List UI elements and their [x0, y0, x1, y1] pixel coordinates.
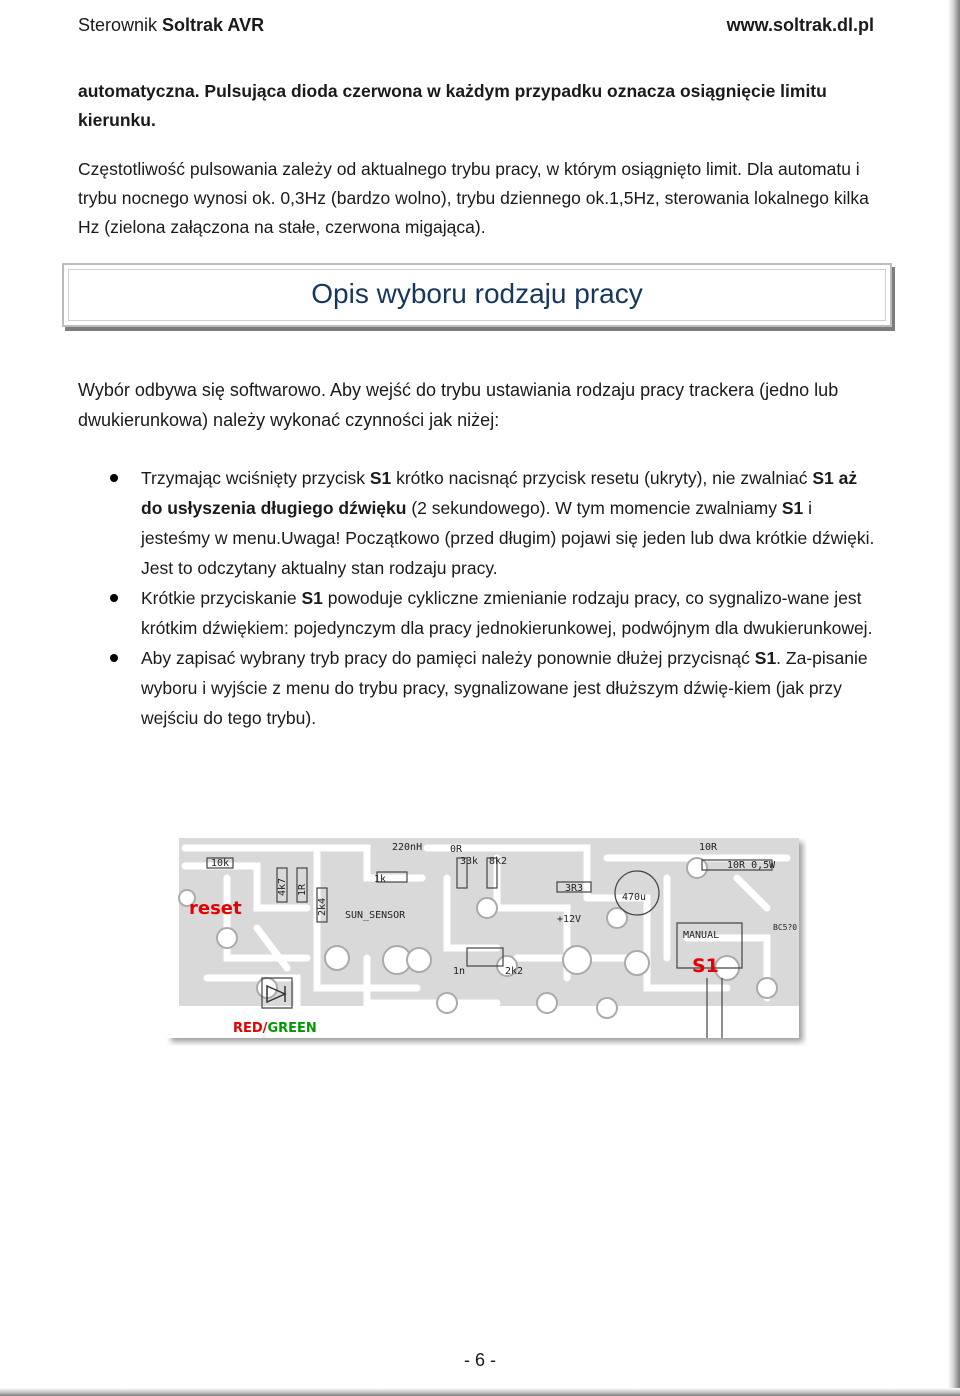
bullet-icon	[110, 654, 118, 662]
pcb-label: 470u	[622, 892, 647, 903]
pcb-label: +12V	[557, 914, 582, 925]
pcb-label: 4k7	[277, 877, 288, 896]
bullet-icon	[110, 474, 118, 482]
pcb-label: MANUAL	[683, 930, 720, 941]
pcb-label-reset: reset	[189, 898, 242, 919]
pcb-label: 3R3	[565, 883, 584, 894]
pcb-label: 2k4	[317, 897, 328, 916]
page-edge-shadow	[948, 0, 960, 1396]
section-heading-box	[62, 263, 892, 327]
header-website: www.soltrak.dl.pl	[726, 15, 874, 35]
pcb-label: 1k	[374, 874, 387, 885]
pcb-label: 10R	[699, 842, 718, 853]
pcb-label: 10R 0,5W	[727, 860, 776, 871]
page-bottom-shadow	[0, 1388, 960, 1396]
pcb-label: 8k2	[489, 856, 508, 867]
steps-list	[78, 463, 878, 733]
section-intro: Wybór odbywa się softwarowo. Aby wejść do trybu ustawiania rodzaju pracy trackera (jedno lub dwukierunkowa) należy wykonać czynności jak niżej:	[78, 380, 839, 430]
pcb-layout-image	[167, 838, 807, 1046]
section-title: Opis wyboru rodzaju pracy	[311, 278, 643, 309]
pcb-label: 1n	[453, 966, 466, 977]
bullet-icon	[110, 594, 118, 602]
pcb-label: 220nH	[392, 842, 423, 853]
page-number: - 6 -	[463, 1350, 496, 1370]
pcb-label: BC5?0	[773, 923, 798, 932]
intro-paragraph-2: Częstotliwość pulsowania zależy od aktualnego trybu pracy, w którym osiągnięto limit. Dla automatu i trybu nocnego wynosi ok. 0,3Hz (bardzo wolno), trybu dziennego ok.1,5Hz, sterowania lokalnego kilka Hz (zielona załączona na stałe, czerwona migająca).	[78, 159, 869, 237]
list-item: Aby zapisać wybrany tryb pracy do pamięci należy ponownie dłużej przycisnąć S1. Za-pisanie wyboru i wyjście z menu do trybu pracy, sygnalizowane jest dłuższym dźwię-kiem (jak przy wejściu do tego trybu).	[78, 643, 878, 733]
pcb-label: 10k	[211, 858, 230, 869]
pcb-label: 33k	[460, 856, 479, 867]
pcb-label: 0R	[450, 844, 463, 855]
list-item: Krótkie przyciskanie S1 powoduje cykliczne zmienianie rodzaju pracy, co sygnalizo-wane jest krótkim dźwiękiem: pojedynczym dla pracy jednokierunkowej, podwójnym dla dwukierunkowej.	[78, 583, 878, 643]
pcb-label: 2k2	[505, 966, 524, 977]
pcb-label-red-green: RED/GREEN	[233, 1021, 317, 1036]
header-title: Sterownik Soltrak AVR	[78, 15, 265, 35]
list-item: Trzymając wciśnięty przycisk S1 krótko nacisnąć przycisk resetu (ukryty), nie zwalniać S1 aż do usłyszenia długiego dźwięku (2 sekundowego). W tym momencie zwalniamy S1 i jesteśmy w menu.Uwaga! Początkowo (przed długim) pojawi się jeden lub dwa krótkie dźwięki. Jest to odczytany aktualny stan rodzaju pracy.	[78, 463, 878, 583]
pcb-label: SUN_SENSOR	[345, 910, 406, 921]
pcb-label-s1: S1	[692, 955, 719, 977]
pcb-label: 1R	[297, 883, 308, 896]
intro-paragraph-1: automatyczna. Pulsująca dioda czerwona w każdym przypadku oznacza osiągnięcie limitu kierunku.	[78, 81, 827, 130]
